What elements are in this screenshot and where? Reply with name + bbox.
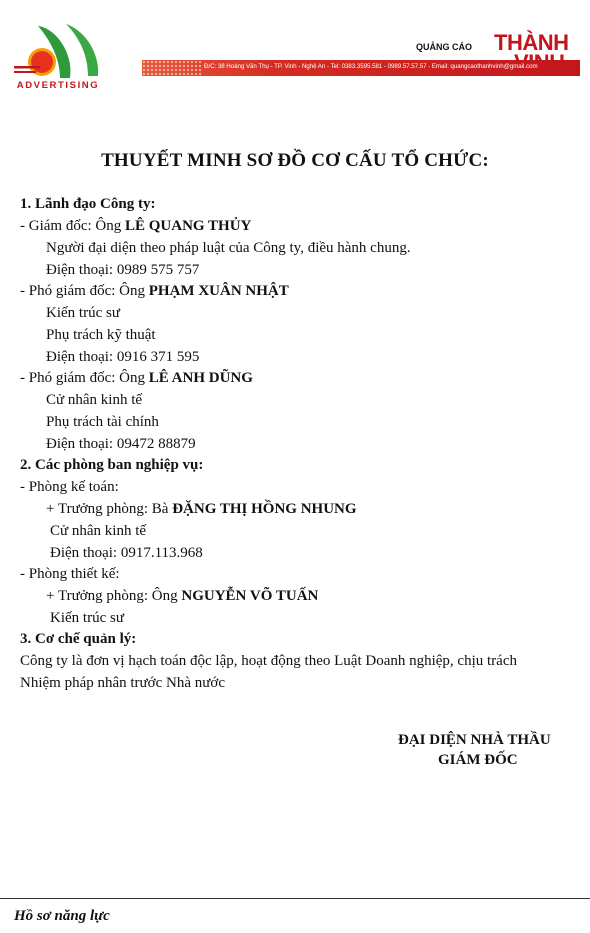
deputy2-phone: Điện thoại: 09472 88879 bbox=[46, 436, 196, 452]
signature-role: GIÁM ĐỐC bbox=[438, 752, 518, 768]
management-para-line1: Công ty là đơn vị hạch toán độc lập, hoạt động theo Luật Doanh nghiệp, chịu trách bbox=[20, 653, 517, 669]
accounting-head-title: Cử nhân kinh tế bbox=[50, 523, 147, 539]
deputy1-line bbox=[20, 284, 289, 299]
signature-title: ĐẠI DIỆN NHÀ THẦU bbox=[398, 732, 551, 748]
director-phone: Điện thoại: 0989 575 757 bbox=[46, 262, 200, 278]
contact-text: Đ/C: 38 Hoàng Văn Thụ - TP. Vinh - Nghệ An - Tel: 0383.3595.581 - 0989.57.57.57 - Email: quangcaothanhvinh@gmail.com bbox=[204, 63, 538, 70]
director-desc: Người đại diện theo pháp luật của Công ty, điều hành chung. bbox=[46, 240, 411, 256]
deputy1-phone: Điện thoại: 0916 371 595 bbox=[46, 349, 200, 365]
contact-bar bbox=[142, 60, 580, 76]
deputy1-prefix: - Phó giám đốc: Ông bbox=[20, 283, 149, 299]
company-logo bbox=[8, 18, 108, 94]
accounting-head-prefix: + Trưởng phòng: Bà bbox=[46, 501, 173, 517]
deputy1-title: Kiến trúc sư bbox=[46, 305, 120, 321]
brand-name-line1: THÀNH bbox=[494, 30, 569, 55]
director-name: LÊ QUANG THỦY bbox=[124, 218, 252, 234]
deputy2-line bbox=[20, 371, 253, 386]
section-2-heading: 2. Các phòng ban nghiệp vụ: bbox=[20, 457, 204, 473]
accounting-head-line bbox=[46, 502, 357, 517]
design-head-title: Kiến trúc sư bbox=[50, 610, 124, 626]
footer-text: Hồ sơ năng lực bbox=[14, 908, 110, 924]
deputy2-role: Phụ trách tài chính bbox=[46, 414, 159, 430]
design-head-line bbox=[46, 589, 318, 604]
deputy2-name: LÊ ANH DŨNG bbox=[148, 370, 253, 386]
accounting-head-phone: Điện thoại: 0917.113.968 bbox=[50, 545, 203, 561]
design-head-name: NGUYỄN VÕ TUẤN bbox=[181, 588, 319, 604]
director-prefix: - Giám đốc: Ông bbox=[20, 218, 125, 234]
accounting-head-name: ĐẶNG THỊ HỒNG NHUNG bbox=[172, 501, 357, 517]
deputy2-title: Cử nhân kinh tế bbox=[46, 392, 143, 408]
design-head-prefix: + Trưởng phòng: Ông bbox=[46, 588, 182, 604]
deputy1-name: PHẠM XUÂN NHẬT bbox=[148, 283, 289, 299]
design-dept-label: - Phòng thiết kế: bbox=[20, 566, 120, 582]
section-1-heading: 1. Lãnh đạo Công ty: bbox=[20, 196, 156, 212]
logo-text: ADVERTISING bbox=[16, 80, 100, 91]
management-para-line2: Nhiệm pháp nhân trước Nhà nước bbox=[20, 675, 225, 691]
logo-emblem-icon bbox=[8, 18, 108, 80]
page-title: THUYẾT MINH SƠ ĐỒ CƠ CẤU TỔ CHỨC: bbox=[101, 150, 489, 171]
footer-divider bbox=[0, 898, 590, 899]
section-3-heading: 3. Cơ chế quản lý: bbox=[20, 631, 137, 647]
brand-small-text: QUẢNG CÁO bbox=[416, 42, 472, 52]
deputy2-prefix: - Phó giám đốc: Ông bbox=[20, 370, 149, 386]
director-line bbox=[20, 219, 251, 234]
deputy1-role: Phụ trách kỹ thuật bbox=[46, 327, 156, 343]
accounting-dept-label: - Phòng kế toán: bbox=[20, 479, 119, 495]
